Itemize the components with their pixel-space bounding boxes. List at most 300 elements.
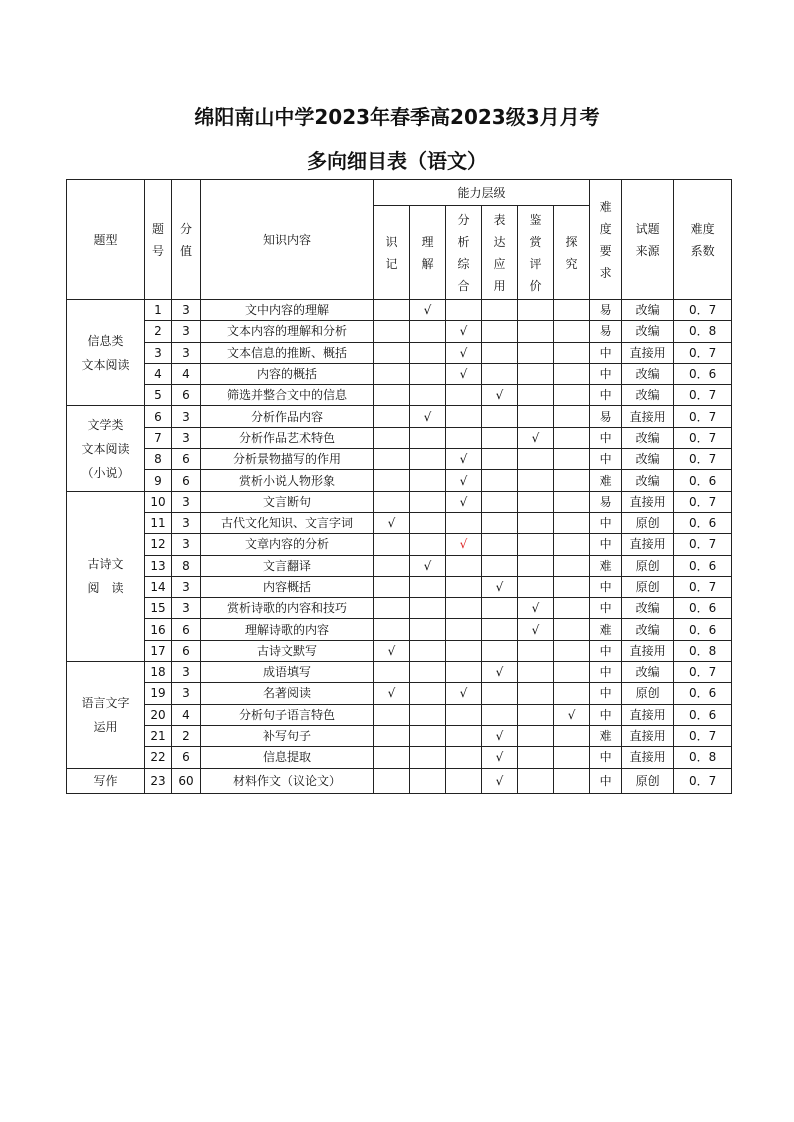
header-express: 表达应用 <box>482 206 518 300</box>
ability-cell <box>482 385 518 406</box>
category-line: 文本阅读 <box>81 441 130 456</box>
check-mark: √ <box>495 665 504 680</box>
question-source: 改编 <box>622 300 674 321</box>
ability-cell <box>554 576 590 597</box>
ability-cell <box>374 768 410 793</box>
check-mark: √ <box>387 516 396 531</box>
question-source: 直接用 <box>622 491 674 512</box>
table-row <box>67 725 732 746</box>
ability-cell <box>446 704 482 725</box>
difficulty-coefficient: 0．7 <box>674 725 732 746</box>
knowledge-content: 文本信息的推断、概括 <box>201 342 374 363</box>
question-number: 6 <box>145 406 172 427</box>
ability-cell <box>554 662 590 683</box>
question-number: 17 <box>145 640 172 661</box>
difficulty-requirement: 易 <box>590 406 622 427</box>
difficulty-requirement: 中 <box>590 576 622 597</box>
ability-cell <box>410 300 446 321</box>
knowledge-content: 赏析小说人物形象 <box>201 470 374 491</box>
question-number: 15 <box>145 598 172 619</box>
ability-cell <box>446 534 482 555</box>
difficulty-coefficient: 0．7 <box>674 662 732 683</box>
category-line: 运用 <box>93 719 118 734</box>
difficulty-requirement: 中 <box>590 768 622 793</box>
ability-cell <box>554 683 590 704</box>
ability-cell <box>518 427 554 448</box>
table-row <box>67 449 732 470</box>
ability-cell <box>410 406 446 427</box>
ability-cell <box>374 491 410 512</box>
difficulty-requirement: 中 <box>590 512 622 533</box>
category-cell <box>67 491 145 661</box>
header-appreciate: 鉴赏评价 <box>518 206 554 300</box>
ability-cell <box>374 427 410 448</box>
ability-cell <box>446 768 482 793</box>
difficulty-coefficient: 0．8 <box>674 747 732 768</box>
ability-cell <box>554 747 590 768</box>
question-number: 20 <box>145 704 172 725</box>
question-source: 直接用 <box>622 342 674 363</box>
header-analyze: 分析综合 <box>446 206 482 300</box>
ability-cell <box>518 406 554 427</box>
question-number: 21 <box>145 725 172 746</box>
question-number: 3 <box>145 342 172 363</box>
knowledge-content: 成语填写 <box>201 662 374 683</box>
difficulty-requirement: 中 <box>590 598 622 619</box>
question-score: 3 <box>172 598 201 619</box>
check-mark: √ <box>495 580 504 594</box>
ability-cell <box>374 534 410 555</box>
ability-cell <box>482 747 518 768</box>
knowledge-content: 分析句子语言特色 <box>201 704 374 725</box>
question-source: 改编 <box>622 598 674 619</box>
ability-cell <box>410 512 446 533</box>
question-source: 直接用 <box>622 747 674 768</box>
category-line: 写作 <box>93 773 118 788</box>
ability-cell <box>482 704 518 725</box>
table-row <box>67 576 732 597</box>
ability-cell <box>446 427 482 448</box>
ability-cell <box>554 363 590 384</box>
ability-cell <box>446 640 482 661</box>
knowledge-content: 古诗文默写 <box>201 640 374 661</box>
difficulty-requirement: 易 <box>590 491 622 512</box>
check-mark: √ <box>495 773 504 788</box>
ability-cell <box>410 662 446 683</box>
ability-cell <box>374 747 410 768</box>
question-source: 改编 <box>622 363 674 384</box>
ability-cell <box>446 725 482 746</box>
ability-cell <box>410 491 446 512</box>
ability-cell <box>482 768 518 793</box>
question-source: 原创 <box>622 768 674 793</box>
ability-cell <box>554 406 590 427</box>
category-line: 信息类 <box>87 333 124 348</box>
knowledge-content: 古代文化知识、文言字词 <box>201 512 374 533</box>
ability-cell <box>482 449 518 470</box>
check-mark: √ <box>387 643 396 658</box>
difficulty-requirement: 中 <box>590 683 622 704</box>
category-cell <box>67 768 145 793</box>
difficulty-coefficient: 0．6 <box>674 470 732 491</box>
check-mark: √ <box>531 430 540 445</box>
knowledge-content: 筛选并整合文中的信息 <box>201 385 374 406</box>
question-score: 6 <box>172 747 201 768</box>
difficulty-requirement: 中 <box>590 704 622 725</box>
ability-cell <box>410 576 446 597</box>
question-score: 6 <box>172 640 201 661</box>
ability-cell <box>482 363 518 384</box>
knowledge-content: 内容概括 <box>201 576 374 597</box>
header-type: 题型 <box>67 180 145 300</box>
question-source: 原创 <box>622 555 674 576</box>
difficulty-requirement: 难 <box>590 619 622 640</box>
category-line: 文学类 <box>87 417 124 432</box>
question-number: 5 <box>145 385 172 406</box>
ability-cell <box>410 704 446 725</box>
category-cell <box>67 406 145 491</box>
question-source: 直接用 <box>622 704 674 725</box>
difficulty-coefficient: 0．7 <box>674 342 732 363</box>
knowledge-content: 文本内容的理解和分析 <box>201 321 374 342</box>
ability-cell <box>518 491 554 512</box>
ability-cell <box>446 449 482 470</box>
ability-cell <box>374 470 410 491</box>
table-row <box>67 342 732 363</box>
ability-cell <box>410 747 446 768</box>
question-score: 3 <box>172 683 201 704</box>
question-source: 直接用 <box>622 534 674 555</box>
ability-cell <box>554 704 590 725</box>
ability-cell <box>446 300 482 321</box>
difficulty-coefficient: 0．6 <box>674 512 732 533</box>
ability-cell <box>518 640 554 661</box>
ability-cell <box>482 576 518 597</box>
question-number: 4 <box>145 363 172 384</box>
question-score: 3 <box>172 512 201 533</box>
category-line: 语言文字 <box>81 695 130 710</box>
question-source: 改编 <box>622 385 674 406</box>
question-score: 4 <box>172 704 201 725</box>
table-row <box>67 534 732 555</box>
ability-cell <box>482 321 518 342</box>
question-score: 3 <box>172 342 201 363</box>
category-line: 古诗文 <box>87 557 124 572</box>
ability-cell <box>554 640 590 661</box>
category-cell <box>67 300 145 406</box>
ability-cell <box>518 768 554 793</box>
ability-cell <box>482 555 518 576</box>
difficulty-coefficient: 0．7 <box>674 385 732 406</box>
difficulty-requirement: 中 <box>590 363 622 384</box>
question-source: 直接用 <box>622 640 674 661</box>
check-mark: √ <box>459 494 468 509</box>
category-line: 阅 读 <box>87 581 124 596</box>
table-row <box>67 555 732 576</box>
difficulty-coefficient: 0．7 <box>674 576 732 597</box>
ability-cell <box>554 342 590 363</box>
difficulty-requirement: 易 <box>590 321 622 342</box>
knowledge-content: 分析景物描写的作用 <box>201 449 374 470</box>
difficulty-coefficient: 0．8 <box>674 321 732 342</box>
ability-cell <box>518 747 554 768</box>
question-source: 直接用 <box>622 406 674 427</box>
check-mark: √ <box>495 729 504 744</box>
difficulty-requirement: 难 <box>590 555 622 576</box>
header-coef: 难度系数 <box>674 180 732 300</box>
table-row <box>67 406 732 427</box>
question-number: 8 <box>145 449 172 470</box>
ability-cell <box>410 640 446 661</box>
ability-cell <box>446 342 482 363</box>
table-row <box>67 512 732 533</box>
check-mark: √ <box>495 750 504 765</box>
table-row <box>67 683 732 704</box>
ability-cell <box>410 725 446 746</box>
ability-cell <box>482 300 518 321</box>
ability-cell <box>446 576 482 597</box>
table-row <box>67 321 732 342</box>
ability-cell <box>374 598 410 619</box>
ability-cell <box>410 555 446 576</box>
ability-cell <box>518 725 554 746</box>
check-mark: √ <box>387 686 396 701</box>
ability-cell <box>554 300 590 321</box>
ability-cell <box>374 662 410 683</box>
check-mark: √ <box>423 303 432 318</box>
table-row <box>67 619 732 640</box>
ability-cell <box>482 512 518 533</box>
table-row <box>67 491 732 512</box>
ability-cell <box>482 342 518 363</box>
check-mark: √ <box>459 452 468 467</box>
ability-cell <box>554 427 590 448</box>
question-score: 3 <box>172 491 201 512</box>
difficulty-requirement: 中 <box>590 385 622 406</box>
ability-cell <box>446 491 482 512</box>
question-number: 1 <box>145 300 172 321</box>
ability-cell <box>374 512 410 533</box>
question-number: 9 <box>145 470 172 491</box>
question-number: 18 <box>145 662 172 683</box>
header-understand: 理解 <box>410 206 446 300</box>
knowledge-content: 赏析诗歌的内容和技巧 <box>201 598 374 619</box>
difficulty-coefficient: 0．7 <box>674 768 732 793</box>
difficulty-requirement: 中 <box>590 427 622 448</box>
ability-cell <box>446 662 482 683</box>
ability-cell <box>554 725 590 746</box>
question-score: 6 <box>172 449 201 470</box>
ability-cell <box>410 427 446 448</box>
document-title: 绵阳南山中学2023年春季高2023级3月月考 <box>194 105 600 129</box>
ability-cell <box>518 704 554 725</box>
check-mark: √ <box>423 409 432 424</box>
ability-cell <box>554 512 590 533</box>
ability-cell <box>374 342 410 363</box>
table-row <box>67 300 732 321</box>
question-score: 6 <box>172 619 201 640</box>
difficulty-requirement: 中 <box>590 747 622 768</box>
ability-cell <box>518 342 554 363</box>
ability-cell <box>554 321 590 342</box>
ability-cell <box>446 512 482 533</box>
difficulty-requirement: 中 <box>590 640 622 661</box>
difficulty-requirement: 中 <box>590 342 622 363</box>
difficulty-coefficient: 0．6 <box>674 598 732 619</box>
header-req: 难度要求 <box>590 180 622 300</box>
header-score: 分值 <box>172 180 201 300</box>
question-number: 7 <box>145 427 172 448</box>
ability-cell <box>374 449 410 470</box>
ability-cell <box>518 662 554 683</box>
difficulty-requirement: 中 <box>590 534 622 555</box>
ability-cell <box>482 470 518 491</box>
difficulty-coefficient: 0．7 <box>674 300 732 321</box>
ability-cell <box>410 683 446 704</box>
question-number: 14 <box>145 576 172 597</box>
question-number: 11 <box>145 512 172 533</box>
table-row <box>67 662 732 683</box>
question-source: 原创 <box>622 683 674 704</box>
table-row <box>67 427 732 448</box>
ability-cell <box>518 534 554 555</box>
question-number: 19 <box>145 683 172 704</box>
knowledge-content: 文言断句 <box>201 491 374 512</box>
ability-cell <box>446 321 482 342</box>
ability-cell <box>518 449 554 470</box>
check-mark: √ <box>459 367 468 382</box>
question-score: 3 <box>172 300 201 321</box>
difficulty-requirement: 难 <box>590 725 622 746</box>
ability-cell <box>374 363 410 384</box>
ability-cell <box>482 598 518 619</box>
ability-cell <box>446 406 482 427</box>
ability-cell <box>446 363 482 384</box>
check-mark: √ <box>459 345 468 360</box>
table-row <box>67 640 732 661</box>
knowledge-content: 补写句子 <box>201 725 374 746</box>
ability-cell <box>518 321 554 342</box>
difficulty-coefficient: 0．7 <box>674 491 732 512</box>
ability-cell <box>446 385 482 406</box>
ability-cell <box>374 640 410 661</box>
question-score: 6 <box>172 470 201 491</box>
ability-cell <box>482 683 518 704</box>
ability-cell <box>410 619 446 640</box>
ability-cell <box>410 321 446 342</box>
question-score: 3 <box>172 321 201 342</box>
ability-cell <box>374 321 410 342</box>
question-score: 2 <box>172 725 201 746</box>
ability-cell <box>554 555 590 576</box>
difficulty-requirement: 难 <box>590 470 622 491</box>
question-number: 2 <box>145 321 172 342</box>
ability-cell <box>446 619 482 640</box>
question-number: 12 <box>145 534 172 555</box>
ability-cell <box>410 449 446 470</box>
knowledge-content: 理解诗歌的内容 <box>201 619 374 640</box>
check-mark: √ <box>459 686 468 701</box>
knowledge-content: 材料作文（议论文） <box>201 768 374 793</box>
ability-cell <box>446 555 482 576</box>
ability-cell <box>374 619 410 640</box>
knowledge-content: 内容的概括 <box>201 363 374 384</box>
ability-cell <box>482 662 518 683</box>
ability-cell <box>482 534 518 555</box>
question-source: 直接用 <box>622 725 674 746</box>
check-mark: √ <box>459 537 468 552</box>
table-row <box>67 768 732 793</box>
difficulty-coefficient: 0．8 <box>674 640 732 661</box>
ability-cell <box>410 598 446 619</box>
question-score: 3 <box>172 534 201 555</box>
ability-cell <box>554 619 590 640</box>
ability-cell <box>518 683 554 704</box>
ability-cell <box>518 300 554 321</box>
question-score: 6 <box>172 385 201 406</box>
table-body <box>67 300 732 794</box>
ability-cell <box>554 449 590 470</box>
check-mark: √ <box>423 558 432 573</box>
table-row <box>67 704 732 725</box>
question-number: 22 <box>145 747 172 768</box>
category-cell <box>67 662 145 768</box>
question-source: 原创 <box>622 512 674 533</box>
knowledge-content: 文章内容的分析 <box>201 534 374 555</box>
table-row <box>67 470 732 491</box>
question-score: 3 <box>172 427 201 448</box>
difficulty-coefficient: 0．6 <box>674 555 732 576</box>
ability-cell <box>554 385 590 406</box>
question-source: 改编 <box>622 427 674 448</box>
question-source: 改编 <box>622 619 674 640</box>
ability-cell <box>446 598 482 619</box>
question-number: 23 <box>145 768 172 793</box>
category-line: 文本阅读 <box>81 357 130 372</box>
difficulty-coefficient: 0．6 <box>674 683 732 704</box>
ability-cell <box>446 470 482 491</box>
ability-cell <box>554 768 590 793</box>
ability-cell <box>410 385 446 406</box>
ability-cell <box>482 491 518 512</box>
ability-cell <box>482 427 518 448</box>
ability-cell <box>518 512 554 533</box>
difficulty-coefficient: 0．6 <box>674 363 732 384</box>
ability-cell <box>374 300 410 321</box>
ability-cell <box>482 725 518 746</box>
question-score: 60 <box>172 768 201 793</box>
question-source: 改编 <box>622 321 674 342</box>
difficulty-coefficient: 0．6 <box>674 619 732 640</box>
knowledge-content: 分析作品内容 <box>201 406 374 427</box>
ability-cell <box>554 598 590 619</box>
ability-cell <box>446 683 482 704</box>
document-subtitle: 多向细目表（语文） <box>307 149 487 173</box>
question-source: 改编 <box>622 470 674 491</box>
header-ability: 能力层级 <box>374 180 590 206</box>
question-number: 16 <box>145 619 172 640</box>
ability-cell <box>374 704 410 725</box>
check-mark: √ <box>459 324 468 339</box>
ability-cell <box>518 555 554 576</box>
check-mark: √ <box>459 473 468 488</box>
question-number: 13 <box>145 555 172 576</box>
ability-cell <box>518 576 554 597</box>
header-num: 题号 <box>145 180 172 300</box>
question-score: 3 <box>172 406 201 427</box>
difficulty-coefficient: 0．7 <box>674 449 732 470</box>
ability-cell <box>374 725 410 746</box>
